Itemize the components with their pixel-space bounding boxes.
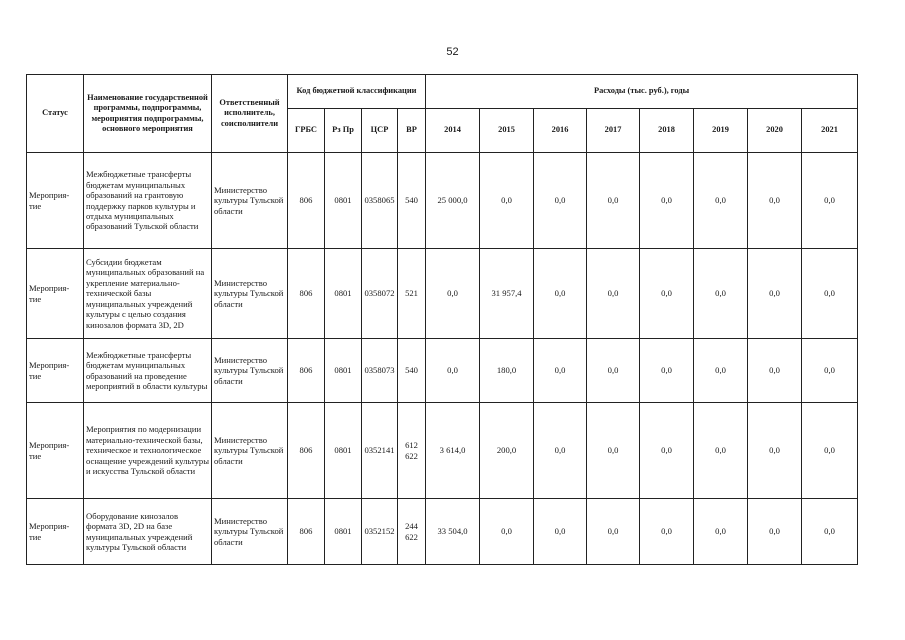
responsible-cell: Министерство культуры Тульской области xyxy=(212,339,288,403)
value-cell: 0,0 xyxy=(748,249,802,339)
table-row xyxy=(27,153,858,249)
header-year: 2017 xyxy=(587,109,640,153)
value-cell: 0,0 xyxy=(534,153,587,249)
value-cell: 0,0 xyxy=(694,339,748,403)
grbs-cell: 806 xyxy=(288,499,325,565)
value-cell: 0,0 xyxy=(694,249,748,339)
table-row xyxy=(27,499,858,565)
value-cell: 0,0 xyxy=(694,403,748,499)
page-number: 52 xyxy=(446,46,459,58)
responsible-cell: Министерство культуры Тульской области xyxy=(212,499,288,565)
value-cell: 0,0 xyxy=(426,249,480,339)
header-year: 2015 xyxy=(480,109,534,153)
value-cell: 33 504,0 xyxy=(426,499,480,565)
table-row xyxy=(27,403,858,499)
rzpr-cell: 0801 xyxy=(325,153,362,249)
csr-cell: 0358072 xyxy=(362,249,398,339)
value-cell: 0,0 xyxy=(534,249,587,339)
value-cell: 0,0 xyxy=(802,153,858,249)
value-cell: 0,0 xyxy=(802,339,858,403)
vr-cell: 612 622 xyxy=(398,403,426,499)
value-cell: 0,0 xyxy=(534,403,587,499)
responsible-cell: Министерство культуры Тульской области xyxy=(212,249,288,339)
header-responsible: Ответственный исполнитель, соисполнители xyxy=(212,75,288,153)
value-cell: 0,0 xyxy=(640,339,694,403)
header-status: Статус xyxy=(27,75,84,153)
responsible-cell: Министерство культуры Тульской области xyxy=(212,153,288,249)
header-name: Наименование государственной программы, подпрограммы, мероприятия подпрограммы, основного мероприятия xyxy=(84,75,212,153)
activity-name-cell: Межбюджетные трансферты бюджетам муниципальных образований на грантовую поддержку парков культуры и отдыха муниципальных образований Тульской области xyxy=(84,153,212,249)
value-cell: 180,0 xyxy=(480,339,534,403)
header-row-top xyxy=(27,75,858,109)
activity-name-cell: Оборудование кинозалов формата 3D, 2D на базе муниципальных учреждений культуры Тульской области xyxy=(84,499,212,565)
value-cell: 0,0 xyxy=(694,153,748,249)
activity-name-cell: Межбюджетные трансферты бюджетам муниципальных образований на проведение мероприятий в области культуры xyxy=(84,339,212,403)
value-cell: 0,0 xyxy=(587,499,640,565)
value-cell: 0,0 xyxy=(587,403,640,499)
value-cell: 0,0 xyxy=(426,339,480,403)
value-cell: 0,0 xyxy=(748,339,802,403)
header-budget-code: Код бюджетной классификации xyxy=(288,75,426,109)
status-cell: Мероприя- тие xyxy=(27,153,84,249)
value-cell: 0,0 xyxy=(748,499,802,565)
value-cell: 0,0 xyxy=(748,153,802,249)
value-cell: 0,0 xyxy=(534,339,587,403)
header-year: 2016 xyxy=(534,109,587,153)
header-csr: ЦСР xyxy=(362,109,398,153)
header-year: 2021 xyxy=(802,109,858,153)
value-cell: 3 614,0 xyxy=(426,403,480,499)
value-cell: 31 957,4 xyxy=(480,249,534,339)
grbs-cell: 806 xyxy=(288,153,325,249)
rzpr-cell: 0801 xyxy=(325,249,362,339)
value-cell: 25 000,0 xyxy=(426,153,480,249)
activity-name-cell: Субсидии бюджетам муниципальных образований на укрепление материально-технической базы муниципальных учреждений культуры с целью создания кинозалов формата 3D, 2D xyxy=(84,249,212,339)
csr-cell: 0352152 xyxy=(362,499,398,565)
value-cell: 200,0 xyxy=(480,403,534,499)
value-cell: 0,0 xyxy=(802,249,858,339)
value-cell: 0,0 xyxy=(640,403,694,499)
table-row xyxy=(27,339,858,403)
value-cell: 0,0 xyxy=(640,499,694,565)
vr-cell: 540 xyxy=(398,339,426,403)
vr-cell: 540 xyxy=(398,153,426,249)
status-cell: Мероприя- тие xyxy=(27,403,84,499)
value-cell: 0,0 xyxy=(587,339,640,403)
status-cell: Мероприя- тие xyxy=(27,339,84,403)
csr-cell: 0352141 xyxy=(362,403,398,499)
grbs-cell: 806 xyxy=(288,403,325,499)
header-grbs: ГРБС xyxy=(288,109,325,153)
vr-cell: 521 xyxy=(398,249,426,339)
responsible-cell: Министерство культуры Тульской области xyxy=(212,403,288,499)
header-year: 2020 xyxy=(748,109,802,153)
value-cell: 0,0 xyxy=(534,499,587,565)
grbs-cell: 806 xyxy=(288,249,325,339)
rzpr-cell: 0801 xyxy=(325,499,362,565)
value-cell: 0,0 xyxy=(802,403,858,499)
rzpr-cell: 0801 xyxy=(325,339,362,403)
csr-cell: 0358065 xyxy=(362,153,398,249)
value-cell: 0,0 xyxy=(480,499,534,565)
value-cell: 0,0 xyxy=(802,499,858,565)
table-row xyxy=(27,249,858,339)
grbs-cell: 806 xyxy=(288,339,325,403)
value-cell: 0,0 xyxy=(640,249,694,339)
value-cell: 0,0 xyxy=(640,153,694,249)
header-year: 2019 xyxy=(694,109,748,153)
header-year: 2018 xyxy=(640,109,694,153)
rzpr-cell: 0801 xyxy=(325,403,362,499)
header-vr: ВР xyxy=(398,109,426,153)
vr-cell: 244 622 xyxy=(398,499,426,565)
value-cell: 0,0 xyxy=(694,499,748,565)
status-cell: Мероприя- тие xyxy=(27,249,84,339)
header-rzpr: Рз Пр xyxy=(325,109,362,153)
header-year: 2014 xyxy=(426,109,480,153)
budget-table xyxy=(26,74,858,565)
header-expenses: Расходы (тыс. руб.), годы xyxy=(426,75,858,109)
csr-cell: 0358073 xyxy=(362,339,398,403)
activity-name-cell: Мероприятия по модернизации материально-технической базы, техническое и технологическое оснащение учреждений культуры и искусства Тульской области xyxy=(84,403,212,499)
status-cell: Мероприя- тие xyxy=(27,499,84,565)
value-cell: 0,0 xyxy=(748,403,802,499)
value-cell: 0,0 xyxy=(587,153,640,249)
value-cell: 0,0 xyxy=(587,249,640,339)
value-cell: 0,0 xyxy=(480,153,534,249)
